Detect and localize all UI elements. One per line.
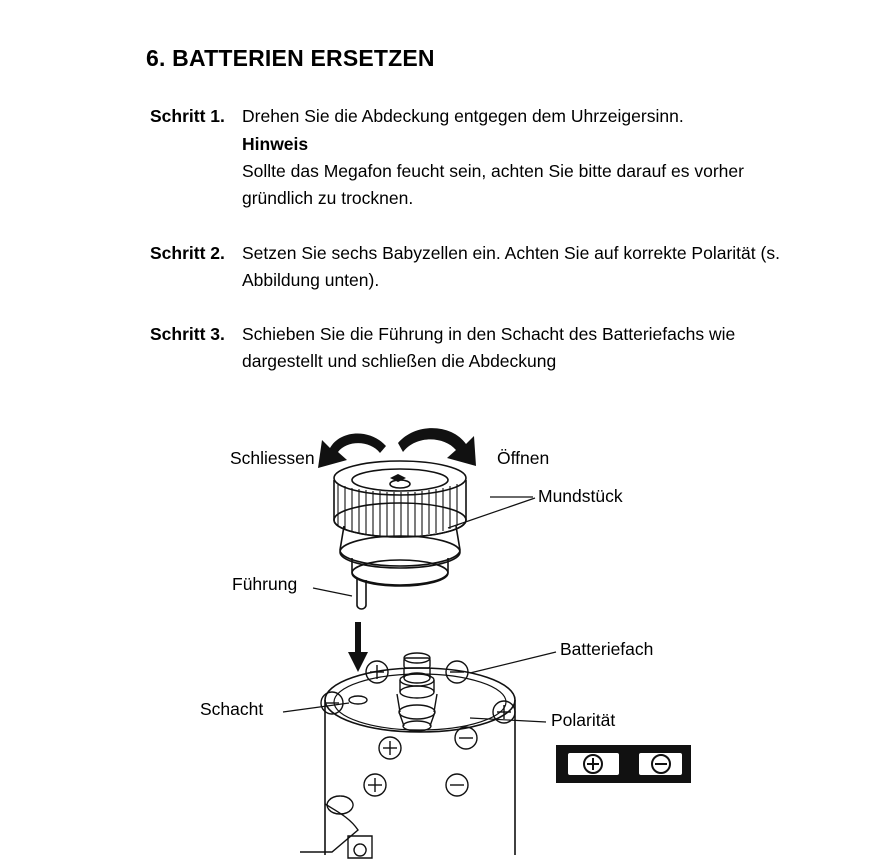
polarity-symbol: [556, 745, 691, 783]
insert-arrow: [348, 622, 368, 672]
callout-schliessen: Schliessen: [230, 448, 315, 468]
rotation-arrows: [318, 428, 476, 468]
callout-polaritaet: Polarität: [551, 710, 616, 730]
step-1-note-heading: Hinweis: [242, 134, 309, 155]
step-3: [150, 321, 810, 375]
callout-schacht: Schacht: [200, 699, 264, 719]
callout-mundstueck: Mundstück: [538, 486, 623, 506]
step-2-label: Schritt 2.: [150, 243, 225, 263]
callout-batteriefach: Batteriefach: [560, 639, 654, 659]
battery-compartment: [300, 653, 515, 858]
megaphone-diagram: [0, 400, 880, 860]
step-2-text: Setzen Sie sechs Babyzellen ein. Achten Sie auf korrekte Polarität (s. Abbildung unten).: [242, 243, 780, 291]
step-3-label: Schritt 3.: [150, 324, 225, 344]
step-2: [150, 240, 810, 294]
battery-replacement-figure: [0, 400, 880, 860]
step-1: [150, 103, 810, 213]
callout-oeffnen: Öffnen: [497, 448, 550, 468]
step-1-label: Schritt 1.: [150, 106, 225, 126]
leader-lines: [283, 497, 556, 722]
step-1-note-text: Sollte das Megafon feucht sein, achten Sie bitte darauf es vorher gründlich zu trocknen.: [242, 161, 744, 209]
step-1-body: [242, 103, 797, 213]
step-1-text: Drehen Sie die Abdeckung entgegen dem Uhrzeigersinn.: [242, 106, 684, 126]
step-3-text: Schieben Sie die Führung in den Schacht des Batteriefachs wie dargestellt und schließen die Abdeckung: [242, 324, 736, 372]
cover-cap: [334, 461, 466, 609]
page-title: 6. BATTERIEN ERSETZEN: [146, 45, 435, 71]
callout-fuehrung: Führung: [232, 574, 298, 594]
